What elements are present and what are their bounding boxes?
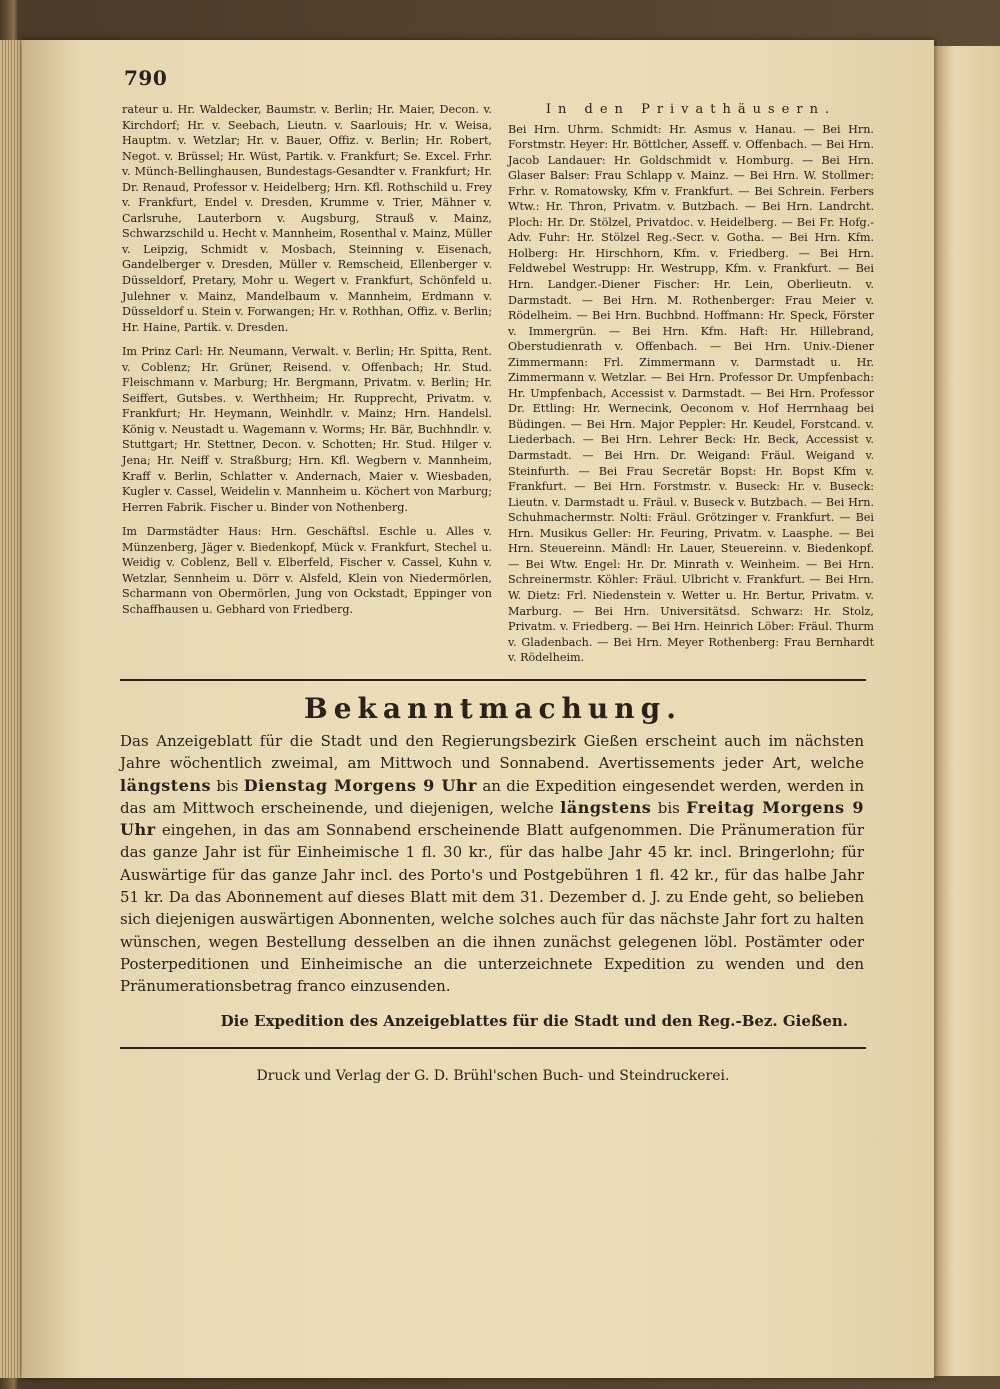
notice-text-3: an die Expedition eingesendet werden, werden in das am Mittwoch erscheinende, und diejenigen, welche (120, 776, 864, 817)
facing-page-edge (934, 46, 1000, 1376)
divider-rule-bottom (120, 1047, 866, 1049)
notice-body (120, 730, 864, 998)
notice-title: Bekanntmachung. (304, 692, 682, 725)
page-number: 790 (124, 66, 168, 90)
privathaeuser-heading: In den Privathäusern. (545, 102, 837, 117)
printer-imprint: Druck und Verlag der G. D. Brühl'schen Buch- und Steindruckerei. (256, 1068, 730, 1084)
left-column (122, 102, 492, 627)
page-stack-left (0, 40, 22, 1378)
prinz-carl-paragraph: Im Prinz Carl: Hr. Neumann, Verwalt. v. Berlin; Hr. Spitta, Rent. v. Coblenz; Hr. Grüner, Reisend. v. Offenbach; Hr. Stud. Fleischmann v. Marburg; Hr. Bergmann, Privatm. v. Berlin; Hr. Seiffert, Gutsbes. v. Werthheim; Hr. Rupprecht, Privatm. v. Frankfurt; Hr. Heymann, Weinhdlr. v. Mainz; Hrn. Handelsl. König v. Neustadt u. Wagemann v. Worms; Hr. Bär, Buchhndlr. v. Stuttgart; Hr. Stettner, Decon. v. Schotten; Hr. Stud. Hilger v. Jena; Hr. Neiff v. Straßburg; Hrn. Kfl. Wegbern v. Mannheim, Kraff v. Berlin, Schlatter v. Andernach, Maier v. Wiesbaden, Kugler v. Cassel, Weidelin v. Mannheim u. Köchert von Marburg; Herren Fabrik. Fischer u. Binder von Nothenberg. (122, 345, 492, 514)
notice-emphasis-2: längstens (560, 797, 652, 817)
notice-deadline-friday: Freitag Morgens 9 Uhr (120, 797, 864, 840)
divider-rule-top (120, 679, 866, 681)
notice-text-4: bis (651, 798, 687, 817)
notice-emphasis-1: längstens (120, 775, 211, 795)
notice-text-5: eingehen, in das am Sonnabend erscheinende Blatt aufgenommen. Die Pränumeration für das ganze Jahr ist für Einheimische 1 fl. 30 kr., für das halbe Jahr 45 kr. incl. Bringerlohn; für Auswärtige für das ganze Jahr incl. des Porto's und Postgebühren 1 fl. 42 kr., für das halbe Jahr 51 kr. Da das Abonnement auf dieses Blatt mit dem 31. Dezember d. J. zu Ende geht, so belieben sich diejenigen auswärtigen Abonnenten, welche solches auch für das nächste Jahr fort zu halten wünschen, wegen Bestellung desselben an die ihnen zunächst gelegenen löbl. Postämter oder Posterpeditionen und Einheimische an die unterzeichnete Expedition zu wenden und den Pränumerationsbetrag franco einzusenden. (120, 821, 864, 996)
guest-list-paragraph: rateur u. Hr. Waldecker, Baumstr. v. Berlin; Hr. Maier, Decon. v. Kirchdorf; Hr. v. Seebach, Lieutn. v. Saarlouis; Hr. v. Weisa, Hauptm. v. Wetzlar; Hr. v. Bauer, Offiz. v. Berlin; Hr. Robert, Negot. v. Brüssel; Hr. Wüst, Partik. v. Frankfurt; Se. Excel. Frhr. v. Münch-Bellinghausen, Bundestags-Gesandter v. Frankfurt; Hr. Dr. Renaud, Professor v. Heidelberg; Hrn. Kfl. Rothschild u. Frey v. Frankfurt, Endel v. Dresden, Krumme v. Trier, Mähner v. Carlsruhe, Lauterborn v. Augsburg, Strauß v. Mainz, Schwarzschild u. Hecht v. Mannheim, Rosenthal v. Mainz, Müller v. Leipzig, Schmidt v. Mosbach, Steinning v. Eisenach, Gandelberger v. Dresden, Müller v. Remscheid, Ellenberger v. Düsseldorf, Pretary, Mohr u. Wegert v. Frankfurt, Schönfeld u. Julehner v. Mainz, Mandelbaum v. Mannheim, Erdmann v. Düsseldorf u. Stein v. Forwangen; Hr. v. Rothhan, Offiz. v. Berlin; Hr. Haine, Partik. v. Dresden. (122, 103, 492, 334)
notice-signature: Die Expedition des Anzeigeblattes für die Stadt und den Reg.-Bez. Gießen. (220, 1012, 848, 1030)
darmstaedter-haus-paragraph: Im Darmstädter Haus: Hrn. Geschäftsl. Eschle u. Alles v. Münzenberg, Jäger v. Biedenkopf, Mück v. Frankfurt, Stechel u. Weidig v. Coblenz, Bell v. Elberfeld, Fischer v. Cassel, Kuhn v. Wetzlar, Sennheim u. Dörr v. Alsfeld, Klein von Niedermörlen, Scharmann von Obermörlen, Jung von Ockstadt, Eppinger von Schaffhausen u. Gebhard von Friedberg. (122, 525, 492, 616)
notice-text-1: Das Anzeigeblatt für die Stadt und den Regierungsbezirk Gießen erscheint auch im nächsten Jahre wöchentlich zweimal, am Mittwoch und Sonnabend. Avertissements jeder Art, welche (120, 732, 864, 773)
notice-text-2: bis (210, 776, 244, 795)
privathaeuser-paragraph: Bei Hrn. Uhrm. Schmidt: Hr. Asmus v. Hanau. — Bei Hrn. Forstmstr. Heyer: Hr. Böttlcher, Asseff. v. Offenbach. — Bei Hrn. Jacob Landauer: Hr. Goldschmidt v. Homburg. — Bei Hrn. Glaser Balser: Frau Schlapp v. Mainz. — Bei Hrn. W. Stollmer: Frhr. v. Romatowsky, Kfm v. Frankfurt. — Bei Schrein. Ferbers Wtw.: Hr. Thron, Privatm. v. Butzbach. — Bei Hrn. Landrcht. Ploch: Hr. Dr. Stölzel, Privatdoc. v. Heidelberg. — Bei Fr. Hofg.-Adv. Fuhr: Hr. Stölzel Reg.-Secr. v. Gotha. — Bei Hrn. Kfm. Holberg: Hr. Hirschhorn, Kfm. v. Friedberg. — Bei Hrn. Feldwebel Westrupp: Hr. Westrupp, Kfm. v. Frankfurt. — Bei Hrn. Landger.-Diener Fischer: Hr. Lein, Oberlieutn. v. Darmstadt. — Bei Hrn. M. Rothenberger: Frau Meier v. Rödelheim. — Bei Hrn. Buchbnd. Hoffmann: Hr. Speck, Förster v. Immergrün. — Bei Hrn. Kfm. Haft: Hr. Hillebrand, Oberstudienrath v. Offenbach. — Bei Hrn. Univ.-Diener Zimmermann: Frl. Zimmermann v. Darmstadt u. Hr. Zimmermann v. Wetzlar. — Bei Hrn. Professor Dr. Umpfenbach: Hr. Umpfenbach, Accessist v. Darmstadt. — Bei Hrn. Professor Dr. Ettling: Hr. Wernecink, Oeconom v. Hof Herrnhaag bei Büdingen. — Bei Hrn. Major Peppler: Hr. Keudel, Forstcand. v. Liederbach. — Bei Hrn. Lehrer Beck: Hr. Beck, Accessist v. Darmstadt. — Bei Hrn. Dr. Weigand: Fräul. Weigand v. Steinfurth. — Bei Frau Secretär Bopst: Hr. Bopst Kfm v. Frankfurt. — Bei Hrn. Forstmstr. v. Buseck: Hr. v. Buseck: Lieutn. v. Darmstadt u. Fräul. v. Buseck v. Butzbach. — Bei Hrn. Schuhmachermstr. Nolti: Fräul. Grötzinger v. Frankfurt. — Bei Hrn. Musikus Geller: Hr. Feuring, Privatm. v. Laasphe. — Bei Hrn. Steuereinn. Mändl: Hr. Lauer, Steuereinn. v. Biedenkopf. — Bei Wtw. Engel: Hr. Dr. Minrath v. Weinheim. — Bei Hrn. Schreinermstr. Köhler: Fräul. Ulbricht v. Frankfurt. — Bei Hrn. W. Dietz: Frl. Niedenstein v. Wetter u. Hr. Bertur, Privatm. v. Marburg. — Bei Hrn. Universitätsd. Schwarz: Hr. Stolz, Privatm. v. Friedberg. — Bei Hrn. Heinrich Löber: Fräul. Thurm v. Gladenbach. — Bei Hrn. Meyer Rothenberg: Frau Bernhardt v. Rödelheim. (508, 122, 874, 665)
right-column (508, 102, 874, 675)
notice-deadline-tuesday: Dienstag Morgens 9 Uhr (243, 775, 477, 795)
